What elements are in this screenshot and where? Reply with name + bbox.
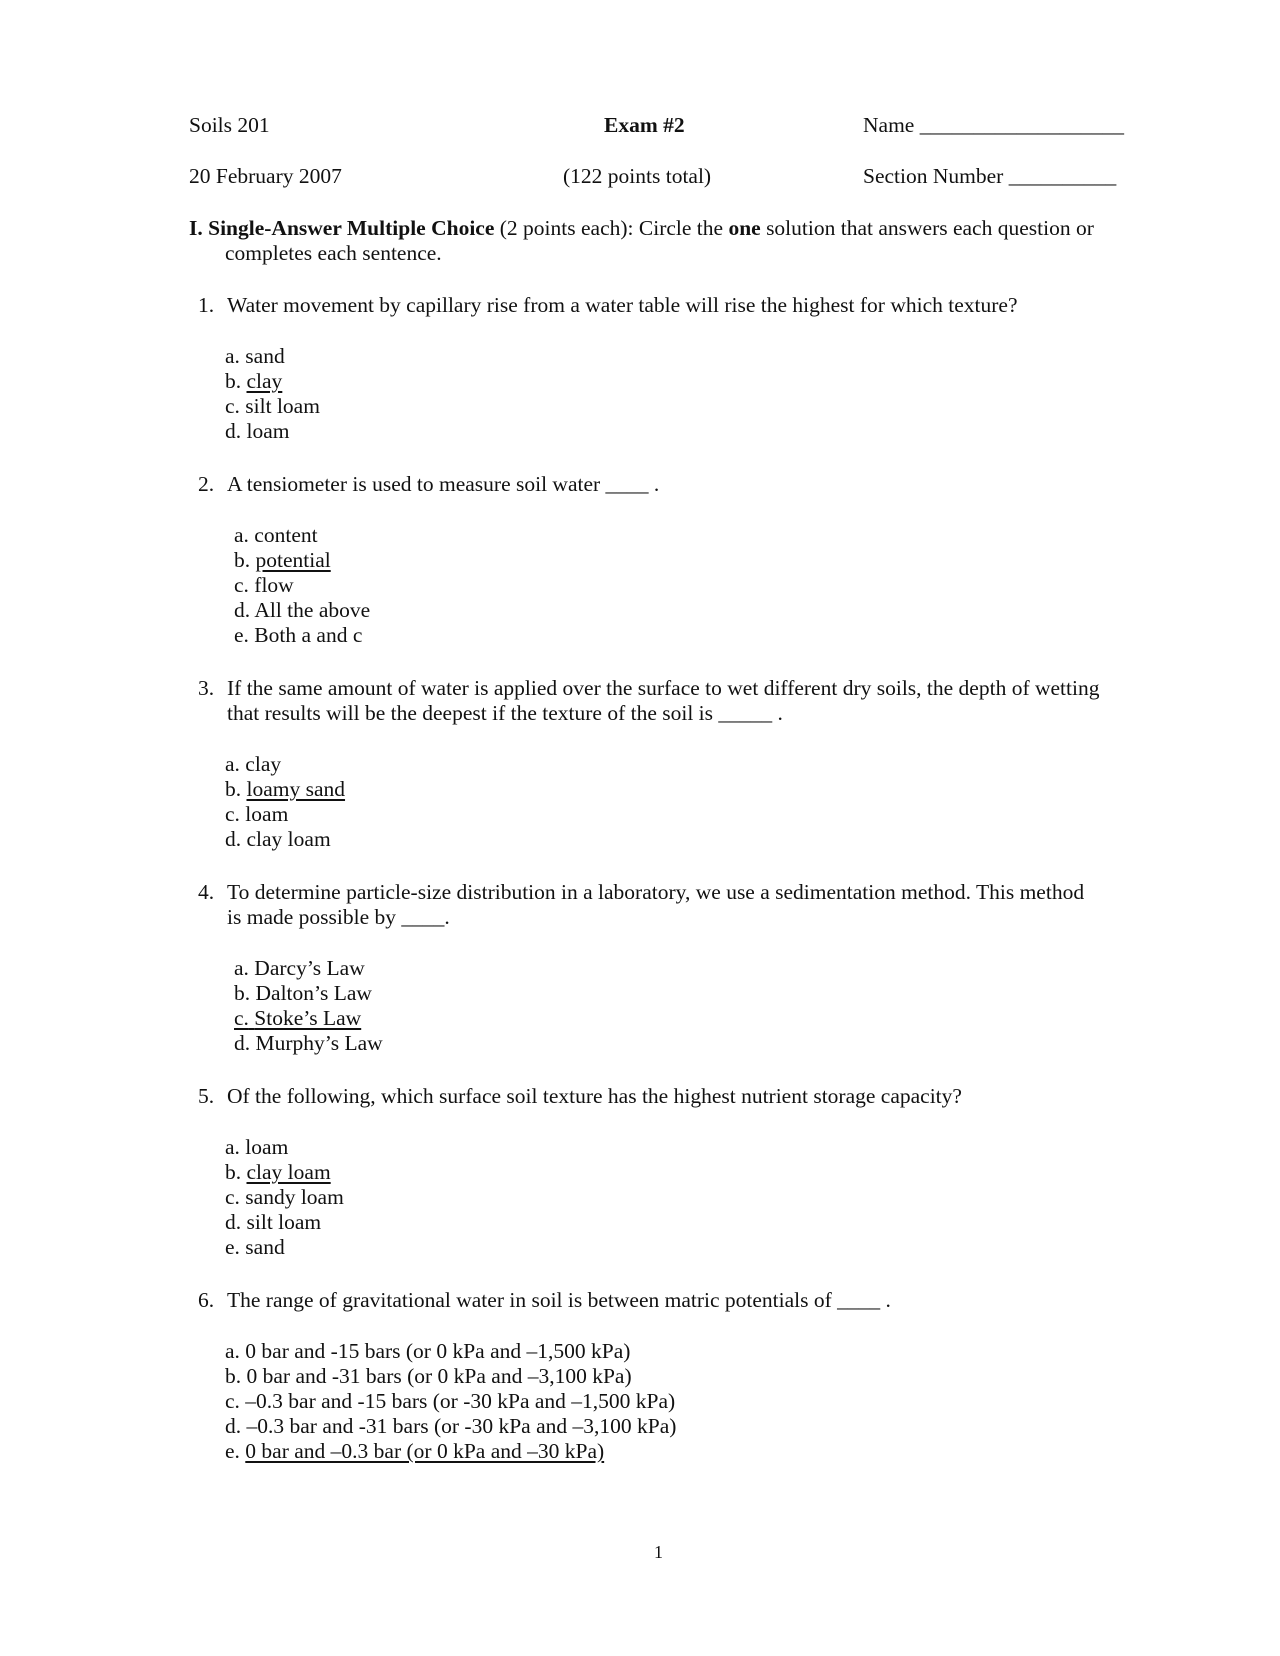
exam-title: Exam #2 [604,113,685,137]
option-text: flow [254,573,294,597]
question-number: 4. [198,880,215,904]
q5-option-b[interactable] [225,1160,331,1186]
option-letter: e. [225,1439,240,1463]
question-text-line2: that results will be the deepest if the texture of the soil is _____ . [227,701,783,725]
section-heading-line2: completes each sentence. [225,241,442,265]
option-text: Murphy’s Law [255,1031,383,1055]
option-text: 0 bar and -15 bars (or 0 kPa and –1,500 kPa) [245,1339,631,1363]
q1-option-b[interactable] [225,369,282,395]
q2-option-c[interactable] [234,573,294,599]
option-letter: a. [225,1135,240,1159]
option-text: loam [245,1135,289,1159]
option-letter: c. [234,1006,249,1030]
q5-option-e[interactable] [225,1235,285,1261]
q6-option-d[interactable] [225,1414,676,1440]
q3-option-d[interactable] [225,827,331,853]
option-text: sandy loam [245,1185,344,1209]
option-text: All the above [254,598,371,622]
option-letter: b. [234,981,251,1005]
option-text: content [254,523,318,547]
q4-option-c[interactable] [234,1006,361,1032]
section-heading-text-b: solution that answers each question or [760,216,1094,240]
option-letter: d. [225,419,242,443]
q4-option-b[interactable] [234,981,372,1007]
option-text: Both a and c [254,623,363,647]
option-text: sand [245,344,285,368]
option-text: –0.3 bar and -15 bars (or -30 kPa and –1,500 kPa) [245,1389,676,1413]
question-text: If the same amount of water is applied over the surface to wet different dry soils, the depth of wetting [227,676,1100,700]
option-letter: e. [234,623,249,647]
q6-option-b[interactable] [225,1364,632,1390]
option-text: silt loam [246,1210,322,1234]
points-total: (122 points total) [563,164,712,188]
option-letter: d. [234,1031,251,1055]
option-letter: b. [225,1364,242,1388]
name-field-label: Name ___________________ [863,113,1124,137]
q3-option-b[interactable] [225,777,345,803]
option-letter: d. [225,827,242,851]
q6-option-e[interactable] [225,1439,604,1465]
option-text: sand [245,1235,285,1259]
option-text: loam [245,802,289,826]
question-number: 3. [198,676,215,700]
option-text: loam [246,419,290,443]
q6-option-a[interactable] [225,1339,630,1365]
question-text: Water movement by capillary rise from a water table will rise the highest for which texture? [227,293,1018,317]
option-text-answer: clay loam [246,1160,331,1184]
option-letter: c. [234,573,249,597]
option-text: clay [245,752,282,776]
option-letter: d. [234,598,251,622]
q1-option-d[interactable] [225,419,290,445]
option-letter: e. [225,1235,240,1259]
option-text: Dalton’s Law [255,981,372,1005]
question-text: The range of gravitational water in soil is between matric potentials of ____ . [227,1288,891,1312]
option-letter: c. [225,1185,240,1209]
option-letter: b. [234,548,251,572]
section-heading-one: one [728,216,761,240]
question-text: Of the following, which surface soil texture has the highest nutrient storage capacity? [227,1084,962,1108]
q2-option-a[interactable] [234,523,318,549]
option-letter: a. [234,523,249,547]
option-text-answer: clay [246,369,283,393]
course-title: Soils 201 [189,113,270,137]
option-text: 0 bar and -31 bars (or 0 kPa and –3,100 kPa) [246,1364,632,1388]
q2-option-b[interactable] [234,548,331,574]
option-text: clay loam [246,827,331,851]
question-text: A tensiometer is used to measure soil water ____ . [227,472,660,496]
option-letter: c. [225,1389,240,1413]
q5-option-c[interactable] [225,1185,344,1211]
option-text-answer: 0 bar and –0.3 bar (or 0 kPa and –30 kPa) [245,1439,605,1463]
q5-option-a[interactable] [225,1135,288,1161]
q6-option-c[interactable] [225,1389,675,1415]
option-letter: a. [225,1339,240,1363]
q1-option-a[interactable] [225,344,285,370]
question-number: 1. [198,293,215,317]
q3-option-a[interactable] [225,752,281,778]
option-text: Darcy’s Law [254,956,365,980]
option-letter: d. [225,1414,242,1438]
question-text-line2: is made possible by ____. [227,905,450,929]
option-letter: c. [225,394,240,418]
section-heading-title: I. Single-Answer Multiple Choice [189,216,495,240]
option-text-answer: Stoke’s Law [254,1006,362,1030]
q2-option-e[interactable] [234,623,362,649]
q5-option-d[interactable] [225,1210,321,1236]
option-letter: b. [225,1160,242,1184]
section-heading [189,216,1094,242]
q2-option-d[interactable] [234,598,370,624]
q4-option-d[interactable] [234,1031,383,1057]
section-number-label: Section Number __________ [863,164,1117,188]
question-text: To determine particle-size distribution in a laboratory, we use a sedimentation method. This method [227,880,1085,904]
option-text: silt loam [245,394,320,418]
q1-option-c[interactable] [225,394,320,420]
option-letter: c. [225,802,240,826]
option-letter: b. [225,369,242,393]
option-letter: d. [225,1210,242,1234]
option-letter: a. [225,344,240,368]
option-letter: a. [234,956,249,980]
option-letter: b. [225,777,242,801]
option-text: –0.3 bar and -31 bars (or -30 kPa and –3,100 kPa) [246,1414,677,1438]
option-text-answer: loamy sand [246,777,346,801]
question-number: 2. [198,472,215,496]
option-text-answer: potential [255,548,331,572]
question-number: 6. [198,1288,215,1312]
exam-date: 20 February 2007 [189,164,342,188]
page-number: 1 [654,1542,663,1562]
question-number: 5. [198,1084,215,1108]
q4-option-a[interactable] [234,956,365,982]
section-heading-text-a: (2 points each): Circle the [494,216,729,240]
q3-option-c[interactable] [225,802,288,828]
option-letter: a. [225,752,240,776]
